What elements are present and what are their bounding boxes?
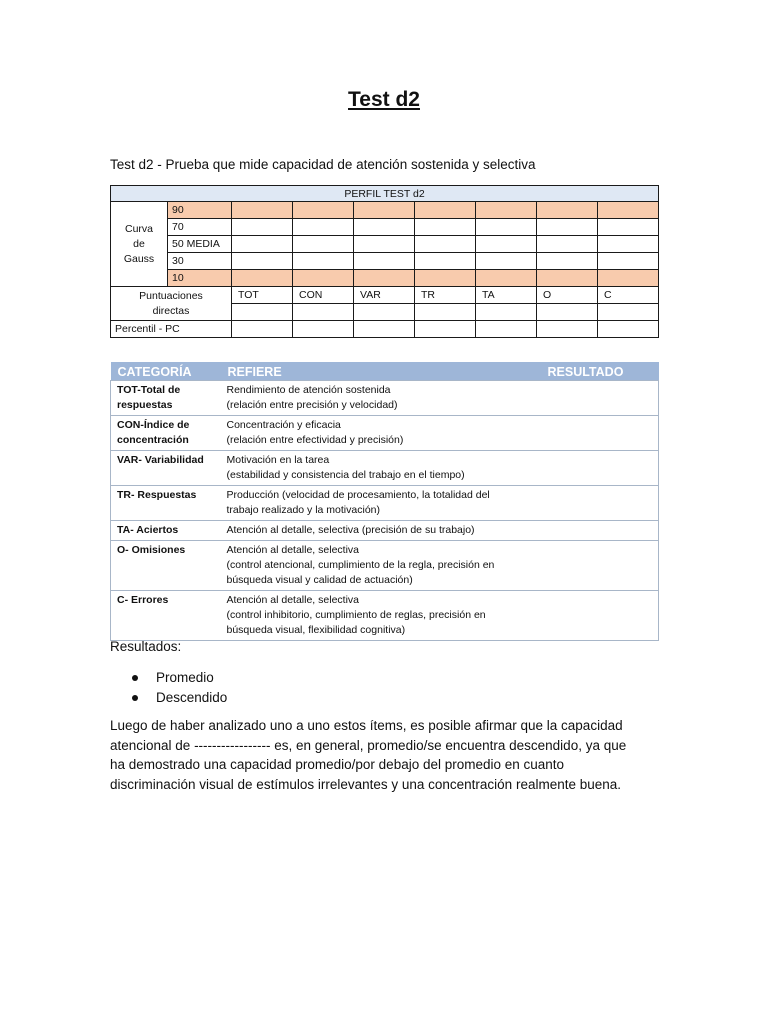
table-row: O- Omisiones Atención al detalle, selectiva (control atencional, cumplimiento de la regla, precisión en búsqueda visual y calidad de actuación) xyxy=(111,541,659,591)
results-label: Resultados: xyxy=(110,639,182,654)
result-cell xyxy=(541,416,659,451)
level-30: 30 xyxy=(168,253,232,270)
header-refiere: REFIERE xyxy=(221,363,541,381)
result-cell xyxy=(541,591,659,641)
code-ta: TA xyxy=(476,287,537,304)
table-row: TOT-Total de respuestas Rendimiento de atención sostenida (relación entre precisión y velocidad) xyxy=(111,381,659,416)
level-50-media: 50 MEDIA xyxy=(168,236,232,253)
table-row: TA- Aciertos Atención al detalle, selectiva (precisión de su trabajo) xyxy=(111,521,659,541)
result-cell xyxy=(541,521,659,541)
list-item: Descendido xyxy=(110,688,227,708)
level-10: 10 xyxy=(168,270,232,287)
conclusion-paragraph: Luego de haber analizado uno a uno estos ítems, es posible afirmar que la capacidad atencional de ----------------- es, en general, promedio/se encuentra descendido, ya que ha demostrado una capacidad promedio/por debajo del promedio en cuanto discriminación visual de estímulos irrelevantes y una concentración realmente buena. xyxy=(110,718,627,792)
subtitle: Test d2 - Prueba que mide capacidad de atención sostenida y selectiva xyxy=(110,157,536,172)
level-70: 70 xyxy=(168,219,232,236)
result-cell xyxy=(541,541,659,591)
table-row: TR- Respuestas Producción (velocidad de procesamiento, la totalidad del trabajo realizado y la motivación) xyxy=(111,486,659,521)
percentil-label: Percentil - PC xyxy=(111,321,232,338)
page-title: Test d2 xyxy=(348,88,420,111)
categories-table xyxy=(110,362,659,641)
table-row: CON-Índice de concentración Concentración y eficacia (relación entre efectividad y precisión) xyxy=(111,416,659,451)
bullet-icon xyxy=(132,695,138,701)
header-resultado: RESULTADO xyxy=(541,363,659,381)
results-list xyxy=(110,668,227,708)
code-c: C xyxy=(598,287,659,304)
result-cell xyxy=(541,451,659,486)
header-categoria: CATEGORÍA xyxy=(111,363,221,381)
code-tr: TR xyxy=(415,287,476,304)
code-o: O xyxy=(537,287,598,304)
profile-header: PERFIL TEST d2 xyxy=(111,186,659,202)
gauss-label: Curva de Gauss xyxy=(111,202,168,287)
result-cell xyxy=(541,486,659,521)
profile-table xyxy=(110,185,659,338)
puntuaciones-directas-label: Puntuaciones directas xyxy=(111,287,232,321)
code-tot: TOT xyxy=(232,287,293,304)
table-row: C- Errores Atención al detalle, selectiva (control inhibitorio, cumplimiento de reglas, precisión en búsqueda visual, flexibilidad cognitiva) xyxy=(111,591,659,641)
list-item: Promedio xyxy=(110,668,227,688)
code-con: CON xyxy=(293,287,354,304)
result-cell xyxy=(541,381,659,416)
table-row: VAR- Variabilidad Motivación en la tarea (estabilidad y consistencia del trabajo en el tiempo) xyxy=(111,451,659,486)
level-90: 90 xyxy=(168,202,232,219)
bullet-icon xyxy=(132,675,138,681)
code-var: VAR xyxy=(354,287,415,304)
